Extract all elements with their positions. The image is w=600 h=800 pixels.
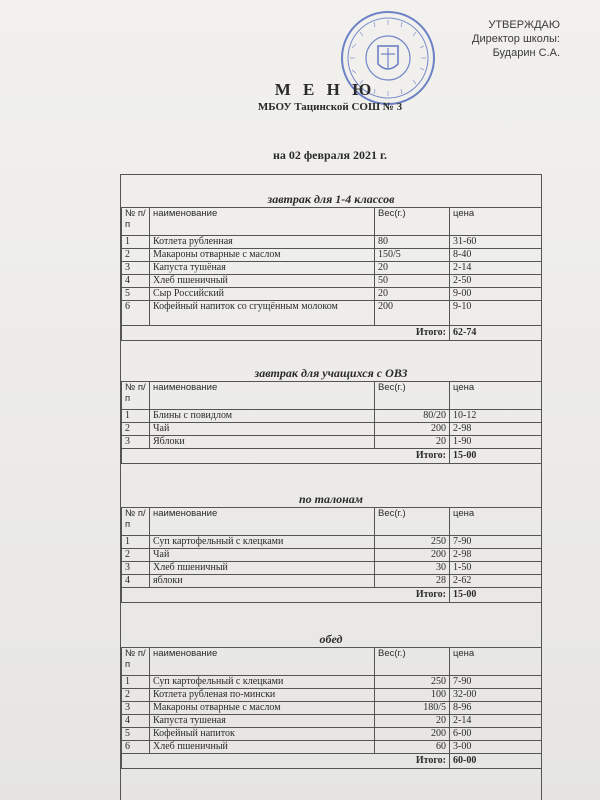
row-price: 1-90 bbox=[450, 436, 542, 449]
total-label: Итого: bbox=[122, 449, 450, 464]
row-name: Макароны отварные с маслом bbox=[150, 249, 375, 262]
table-row bbox=[122, 249, 542, 262]
column-header-num: № п/п bbox=[122, 208, 150, 236]
total-value: 62-74 bbox=[450, 326, 542, 341]
row-name: Капуста тушёная bbox=[150, 262, 375, 275]
row-num: 3 bbox=[122, 262, 150, 275]
row-num: 5 bbox=[122, 728, 150, 741]
menu-table bbox=[121, 381, 542, 464]
row-weight: 200 bbox=[375, 301, 450, 326]
row-name: Капуста тушеная bbox=[150, 715, 375, 728]
row-weight: 50 bbox=[375, 275, 450, 288]
row-weight: 200 bbox=[375, 549, 450, 562]
row-num: 6 bbox=[122, 741, 150, 754]
row-weight: 180/5 bbox=[375, 702, 450, 715]
table-row bbox=[122, 741, 542, 754]
row-weight: 80/20 bbox=[375, 410, 450, 423]
total-row bbox=[122, 588, 542, 603]
approval-block bbox=[472, 18, 560, 60]
row-num: 6 bbox=[122, 301, 150, 326]
table-row bbox=[122, 410, 542, 423]
row-name: Чай bbox=[150, 549, 375, 562]
row-name: Котлета рубленая по-мински bbox=[150, 689, 375, 702]
row-name: Макароны отварные с маслом bbox=[150, 702, 375, 715]
row-weight: 60 bbox=[375, 741, 450, 754]
table-row bbox=[122, 301, 542, 326]
table-row bbox=[122, 676, 542, 689]
menu-table bbox=[121, 207, 542, 341]
approval-signatory: Бударин С.А. bbox=[492, 47, 560, 59]
column-header-weight: Вес(г.) bbox=[375, 208, 450, 236]
row-name: яблоки bbox=[150, 575, 375, 588]
total-row bbox=[122, 754, 542, 769]
menu-section bbox=[121, 191, 541, 341]
column-header-num: № п/п bbox=[122, 382, 150, 410]
row-name: Хлеб пшеничный bbox=[150, 741, 375, 754]
total-row bbox=[122, 449, 542, 464]
row-price: 8-96 bbox=[450, 702, 542, 715]
row-weight: 100 bbox=[375, 689, 450, 702]
row-name: Яблоки bbox=[150, 436, 375, 449]
row-weight: 20 bbox=[375, 262, 450, 275]
row-price: 7-90 bbox=[450, 536, 542, 549]
row-name: Котлета рубленная bbox=[150, 236, 375, 249]
school-name: МБОУ Тацинской СОШ № 3 bbox=[257, 101, 403, 113]
row-num: 3 bbox=[122, 702, 150, 715]
row-weight: 20 bbox=[375, 715, 450, 728]
row-num: 2 bbox=[122, 689, 150, 702]
table-row bbox=[122, 423, 542, 436]
row-weight: 20 bbox=[375, 288, 450, 301]
row-weight: 200 bbox=[375, 728, 450, 741]
row-price: 32-00 bbox=[450, 689, 542, 702]
column-header-weight: Вес(г.) bbox=[375, 648, 450, 676]
row-price: 7-90 bbox=[450, 676, 542, 689]
menu-table-frame bbox=[120, 174, 542, 800]
row-price: 9-10 bbox=[450, 301, 542, 326]
menu-table bbox=[121, 647, 542, 769]
table-row bbox=[122, 262, 542, 275]
menu-section bbox=[121, 631, 541, 769]
column-header-price: цена bbox=[450, 648, 542, 676]
row-num: 3 bbox=[122, 436, 150, 449]
menu-section bbox=[121, 365, 541, 464]
row-weight: 250 bbox=[375, 536, 450, 549]
menu-section bbox=[121, 491, 541, 603]
table-row bbox=[122, 715, 542, 728]
row-num: 4 bbox=[122, 715, 150, 728]
total-label: Итого: bbox=[122, 588, 450, 603]
table-row bbox=[122, 728, 542, 741]
column-header-name: наименование bbox=[150, 648, 375, 676]
row-price: 2-14 bbox=[450, 715, 542, 728]
column-header-price: цена bbox=[450, 508, 542, 536]
row-name: Блины с повидлом bbox=[150, 410, 375, 423]
table-row bbox=[122, 549, 542, 562]
row-name: Суп картофельный с клецками bbox=[150, 676, 375, 689]
column-header-price: цена bbox=[450, 208, 542, 236]
row-weight: 30 bbox=[375, 562, 450, 575]
row-price: 3-00 bbox=[450, 741, 542, 754]
row-price: 31-60 bbox=[450, 236, 542, 249]
table-row bbox=[122, 562, 542, 575]
row-name: Суп картофельный с клецками bbox=[150, 536, 375, 549]
row-price: 2-50 bbox=[450, 275, 542, 288]
column-header-name: наименование bbox=[150, 508, 375, 536]
total-label: Итого: bbox=[122, 754, 450, 769]
row-weight: 250 bbox=[375, 676, 450, 689]
page-title: М Е Н Ю bbox=[274, 80, 376, 99]
column-header-weight: Вес(г.) bbox=[375, 382, 450, 410]
row-name: Чай bbox=[150, 423, 375, 436]
row-num: 1 bbox=[122, 236, 150, 249]
row-weight: 20 bbox=[375, 436, 450, 449]
row-price: 10-12 bbox=[450, 410, 542, 423]
row-num: 4 bbox=[122, 575, 150, 588]
table-row bbox=[122, 689, 542, 702]
row-num: 2 bbox=[122, 549, 150, 562]
table-row bbox=[122, 236, 542, 249]
row-name: Хлеб пшеничный bbox=[150, 562, 375, 575]
column-header-num: № п/п bbox=[122, 648, 150, 676]
row-price: 2-98 bbox=[450, 423, 542, 436]
column-header-num: № п/п bbox=[122, 508, 150, 536]
table-row bbox=[122, 275, 542, 288]
row-price: 8-40 bbox=[450, 249, 542, 262]
table-row bbox=[122, 702, 542, 715]
row-price: 9-00 bbox=[450, 288, 542, 301]
section-title: завтрак для 1-4 классов bbox=[267, 192, 395, 206]
total-value: 15-00 bbox=[450, 588, 542, 603]
section-title: по талонам bbox=[298, 492, 364, 506]
table-header-row bbox=[122, 208, 542, 236]
menu-date: на 02 февраля 2021 г. bbox=[272, 148, 388, 162]
row-num: 3 bbox=[122, 562, 150, 575]
section-title: завтрак для учащихся с ОВЗ bbox=[254, 366, 408, 380]
total-value: 15-00 bbox=[450, 449, 542, 464]
row-price: 2-62 bbox=[450, 575, 542, 588]
row-num: 1 bbox=[122, 676, 150, 689]
row-name: Кофейный напиток со сгущённым молоком bbox=[150, 301, 375, 326]
row-weight: 28 bbox=[375, 575, 450, 588]
approval-position: Директор школы: bbox=[472, 33, 560, 45]
row-name: Сыр Российский bbox=[150, 288, 375, 301]
row-num: 1 bbox=[122, 536, 150, 549]
row-name: Хлеб пшеничный bbox=[150, 275, 375, 288]
row-price: 2-98 bbox=[450, 549, 542, 562]
column-header-price: цена bbox=[450, 382, 542, 410]
menu-table bbox=[121, 507, 542, 603]
table-row bbox=[122, 536, 542, 549]
table-header-row bbox=[122, 508, 542, 536]
row-num: 2 bbox=[122, 423, 150, 436]
column-header-name: наименование bbox=[150, 382, 375, 410]
table-header-row bbox=[122, 648, 542, 676]
table-row bbox=[122, 575, 542, 588]
row-num: 5 bbox=[122, 288, 150, 301]
section-title: обед bbox=[319, 632, 343, 646]
row-price: 2-14 bbox=[450, 262, 542, 275]
row-name: Кофейный напиток bbox=[150, 728, 375, 741]
row-price: 1-50 bbox=[450, 562, 542, 575]
row-num: 1 bbox=[122, 410, 150, 423]
row-weight: 200 bbox=[375, 423, 450, 436]
column-header-weight: Вес(г.) bbox=[375, 508, 450, 536]
row-num: 4 bbox=[122, 275, 150, 288]
total-value: 60-00 bbox=[450, 754, 542, 769]
table-row bbox=[122, 436, 542, 449]
row-num: 2 bbox=[122, 249, 150, 262]
table-row bbox=[122, 288, 542, 301]
row-price: 6-00 bbox=[450, 728, 542, 741]
column-header-name: наименование bbox=[150, 208, 375, 236]
table-header-row bbox=[122, 382, 542, 410]
row-weight: 150/5 bbox=[375, 249, 450, 262]
total-row bbox=[122, 326, 542, 341]
approval-heading: УТВЕРЖДАЮ bbox=[488, 19, 560, 31]
total-label: Итого: bbox=[122, 326, 450, 341]
row-weight: 80 bbox=[375, 236, 450, 249]
